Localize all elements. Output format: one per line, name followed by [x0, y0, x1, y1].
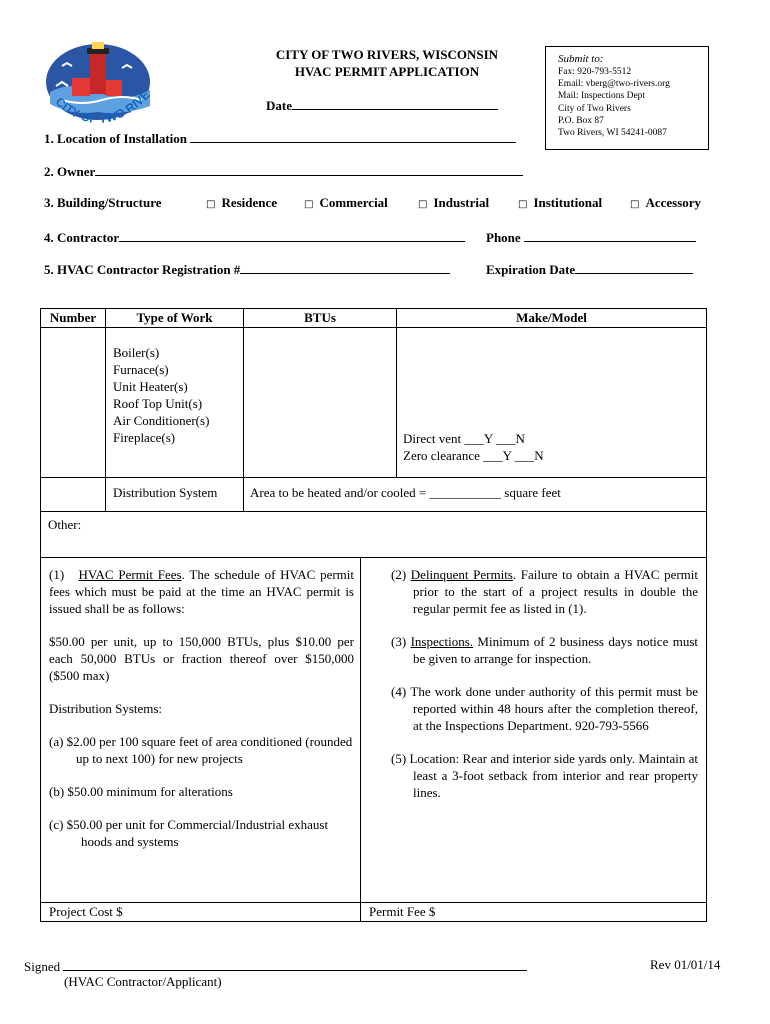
location-label: 1. Location of Installation	[44, 131, 188, 146]
fees-intro	[49, 566, 354, 617]
checkbox-icon: □	[518, 199, 528, 210]
owner-input[interactable]	[95, 162, 523, 176]
registration-input[interactable]	[240, 260, 450, 274]
submit-line: P.O. Box 87	[558, 115, 604, 126]
signature-line[interactable]	[63, 957, 527, 971]
fees-item-a: (a) $2.00 per 100 square feet of area conditioned (rounded up to next 100) for new projects	[49, 734, 353, 766]
note-text: The work done under authority of this permit must be reported within 48 hours after the completion thereof, at the Inspections Department. 920-793-5566	[410, 684, 699, 733]
contractor-row	[44, 228, 465, 246]
building-label: 3. Building/Structure	[44, 195, 162, 210]
note-number: (4)	[391, 684, 407, 699]
header-make-model: Make/Model	[397, 309, 707, 328]
location-input[interactable]	[190, 129, 516, 143]
checkbox-icon: □	[630, 199, 640, 210]
expiration-label: Expiration Date	[486, 262, 576, 277]
fees-distribution: Distribution Systems:	[49, 701, 163, 716]
revision-label: Rev 01/01/14	[650, 957, 721, 972]
permit-fee-cell[interactable]: Permit Fee $	[361, 903, 707, 922]
submit-line: Two Rivers, WI 54241-0087	[558, 128, 667, 139]
btus-cell[interactable]	[244, 328, 397, 478]
work-types-cell	[106, 328, 244, 478]
owner-row	[44, 162, 523, 180]
fees-text: . The schedule of HVAC permit fees which must be paid at the time an HVAC permit is issued shall be as follows:	[49, 567, 355, 616]
submit-line: Fax: 920-793-5512	[558, 67, 632, 77]
signed-label: Signed	[24, 959, 61, 974]
date-label: Date	[266, 98, 292, 113]
note-number: (5)	[391, 751, 407, 766]
fees-title: HVAC Permit Fees	[78, 567, 182, 582]
note-location	[391, 750, 698, 801]
checkbox-institutional[interactable]	[518, 195, 602, 211]
direct-vent: Direct vent ___Y ___N	[403, 431, 525, 446]
zero-clearance: Zero clearance ___Y ___N	[403, 448, 544, 463]
checkbox-label: Accessory	[645, 195, 702, 210]
fees-cell	[41, 558, 361, 903]
note-number: (2)	[391, 567, 407, 582]
signature-row	[24, 957, 527, 975]
phone-input[interactable]	[524, 228, 696, 242]
checkbox-icon: □	[304, 199, 314, 210]
work-type: Air Conditioner(s)	[113, 413, 210, 428]
distribution-label: Distribution System	[106, 478, 244, 512]
number-cell[interactable]	[41, 478, 106, 512]
lighthouse-logo-icon	[32, 40, 162, 136]
registration-row	[44, 260, 450, 278]
header-type-of-work: Type of Work	[106, 309, 244, 328]
checkbox-icon: □	[206, 199, 216, 210]
page-subtitle: HVAC PERMIT APPLICATION	[294, 64, 480, 79]
checkbox-label: Commercial	[319, 195, 388, 210]
checkbox-icon: □	[418, 199, 428, 210]
work-type: Roof Top Unit(s)	[113, 396, 203, 411]
note-inspections	[391, 633, 698, 667]
header-btus: BTUs	[244, 309, 397, 328]
phone-label: Phone	[486, 230, 521, 245]
fees-item-c: (c) $50.00 per unit for Commercial/Industrial exhaust hoods and systems	[49, 817, 329, 849]
project-cost-cell[interactable]: Project Cost $	[41, 903, 361, 922]
number-cell[interactable]	[41, 328, 106, 478]
checkbox-accessory[interactable]	[630, 195, 701, 211]
note-delinquent	[391, 566, 698, 617]
note-text: . Failure to obtain a HVAC permit prior to the start of a project results in double the regular permit fee as listed in (1).	[413, 567, 699, 616]
work-type: Furnace(s)	[113, 362, 169, 377]
area-cell: Area to be heated and/or cooled = ___________ square feet	[244, 478, 707, 512]
page-title: CITY OF TWO RIVERS, WISCONSIN	[275, 47, 499, 62]
checkbox-industrial[interactable]	[418, 195, 489, 211]
work-type: Boiler(s)	[113, 345, 160, 360]
owner-label: 2. Owner	[44, 164, 96, 179]
work-type: Unit Heater(s)	[113, 379, 188, 394]
submit-line: Mail: Inspections Dept	[558, 91, 646, 102]
city-logo	[32, 40, 162, 136]
checkbox-commercial[interactable]	[304, 195, 388, 211]
fees-rate: $50.00 per unit, up to 150,000 BTUs, plus $10.00 per each 50,000 BTUs or fraction thereof over $150,000 ($500 max)	[49, 634, 354, 683]
work-table	[40, 308, 707, 922]
submit-line: Email: vberg@two-rivers.org	[558, 79, 670, 90]
note-title: Inspections.	[410, 634, 474, 649]
location-row	[44, 129, 516, 147]
note-reporting	[391, 683, 698, 734]
svg-text:CITY OF TWO RIVERS: CITY OF TWO RIVE	[52, 87, 153, 127]
checkbox-label: Institutional	[533, 195, 603, 210]
note-text: Location: Rear and interior side yards only. Maintain at least a 3-foot setback from interior and rear property lines.	[409, 751, 699, 800]
applicant-label: (HVAC Contractor/Applicant)	[64, 974, 222, 989]
make-model-cell[interactable]	[397, 328, 707, 478]
note-title: Delinquent Permits	[410, 567, 513, 582]
fees-number: (1)	[49, 567, 65, 582]
submit-line: City of Two Rivers	[558, 103, 631, 114]
other-cell[interactable]: Other:	[41, 512, 707, 558]
notes-cell	[361, 558, 707, 903]
contractor-label: 4. Contractor	[44, 230, 120, 245]
registration-label: 5. HVAC Contractor Registration #	[44, 262, 241, 277]
header-number: Number	[41, 309, 106, 328]
contractor-input[interactable]	[119, 228, 465, 242]
fees-item-b: (b) $50.00 minimum for alterations	[49, 784, 233, 799]
date-field	[266, 96, 498, 114]
submit-heading: Submit to:	[558, 53, 604, 65]
note-number: (3)	[391, 634, 407, 649]
phone-row	[486, 228, 696, 246]
checkbox-label: Industrial	[433, 195, 490, 210]
checkbox-label: Residence	[221, 195, 278, 210]
work-type: Fireplace(s)	[113, 430, 176, 445]
expiration-input[interactable]	[575, 260, 693, 274]
checkbox-residence[interactable]	[206, 195, 277, 211]
note-text: Minimum of 2 business days notice must be given to arrange for inspection.	[413, 634, 699, 666]
date-input[interactable]	[292, 96, 498, 110]
submit-to-box	[545, 46, 709, 150]
expiration-row	[486, 260, 693, 278]
